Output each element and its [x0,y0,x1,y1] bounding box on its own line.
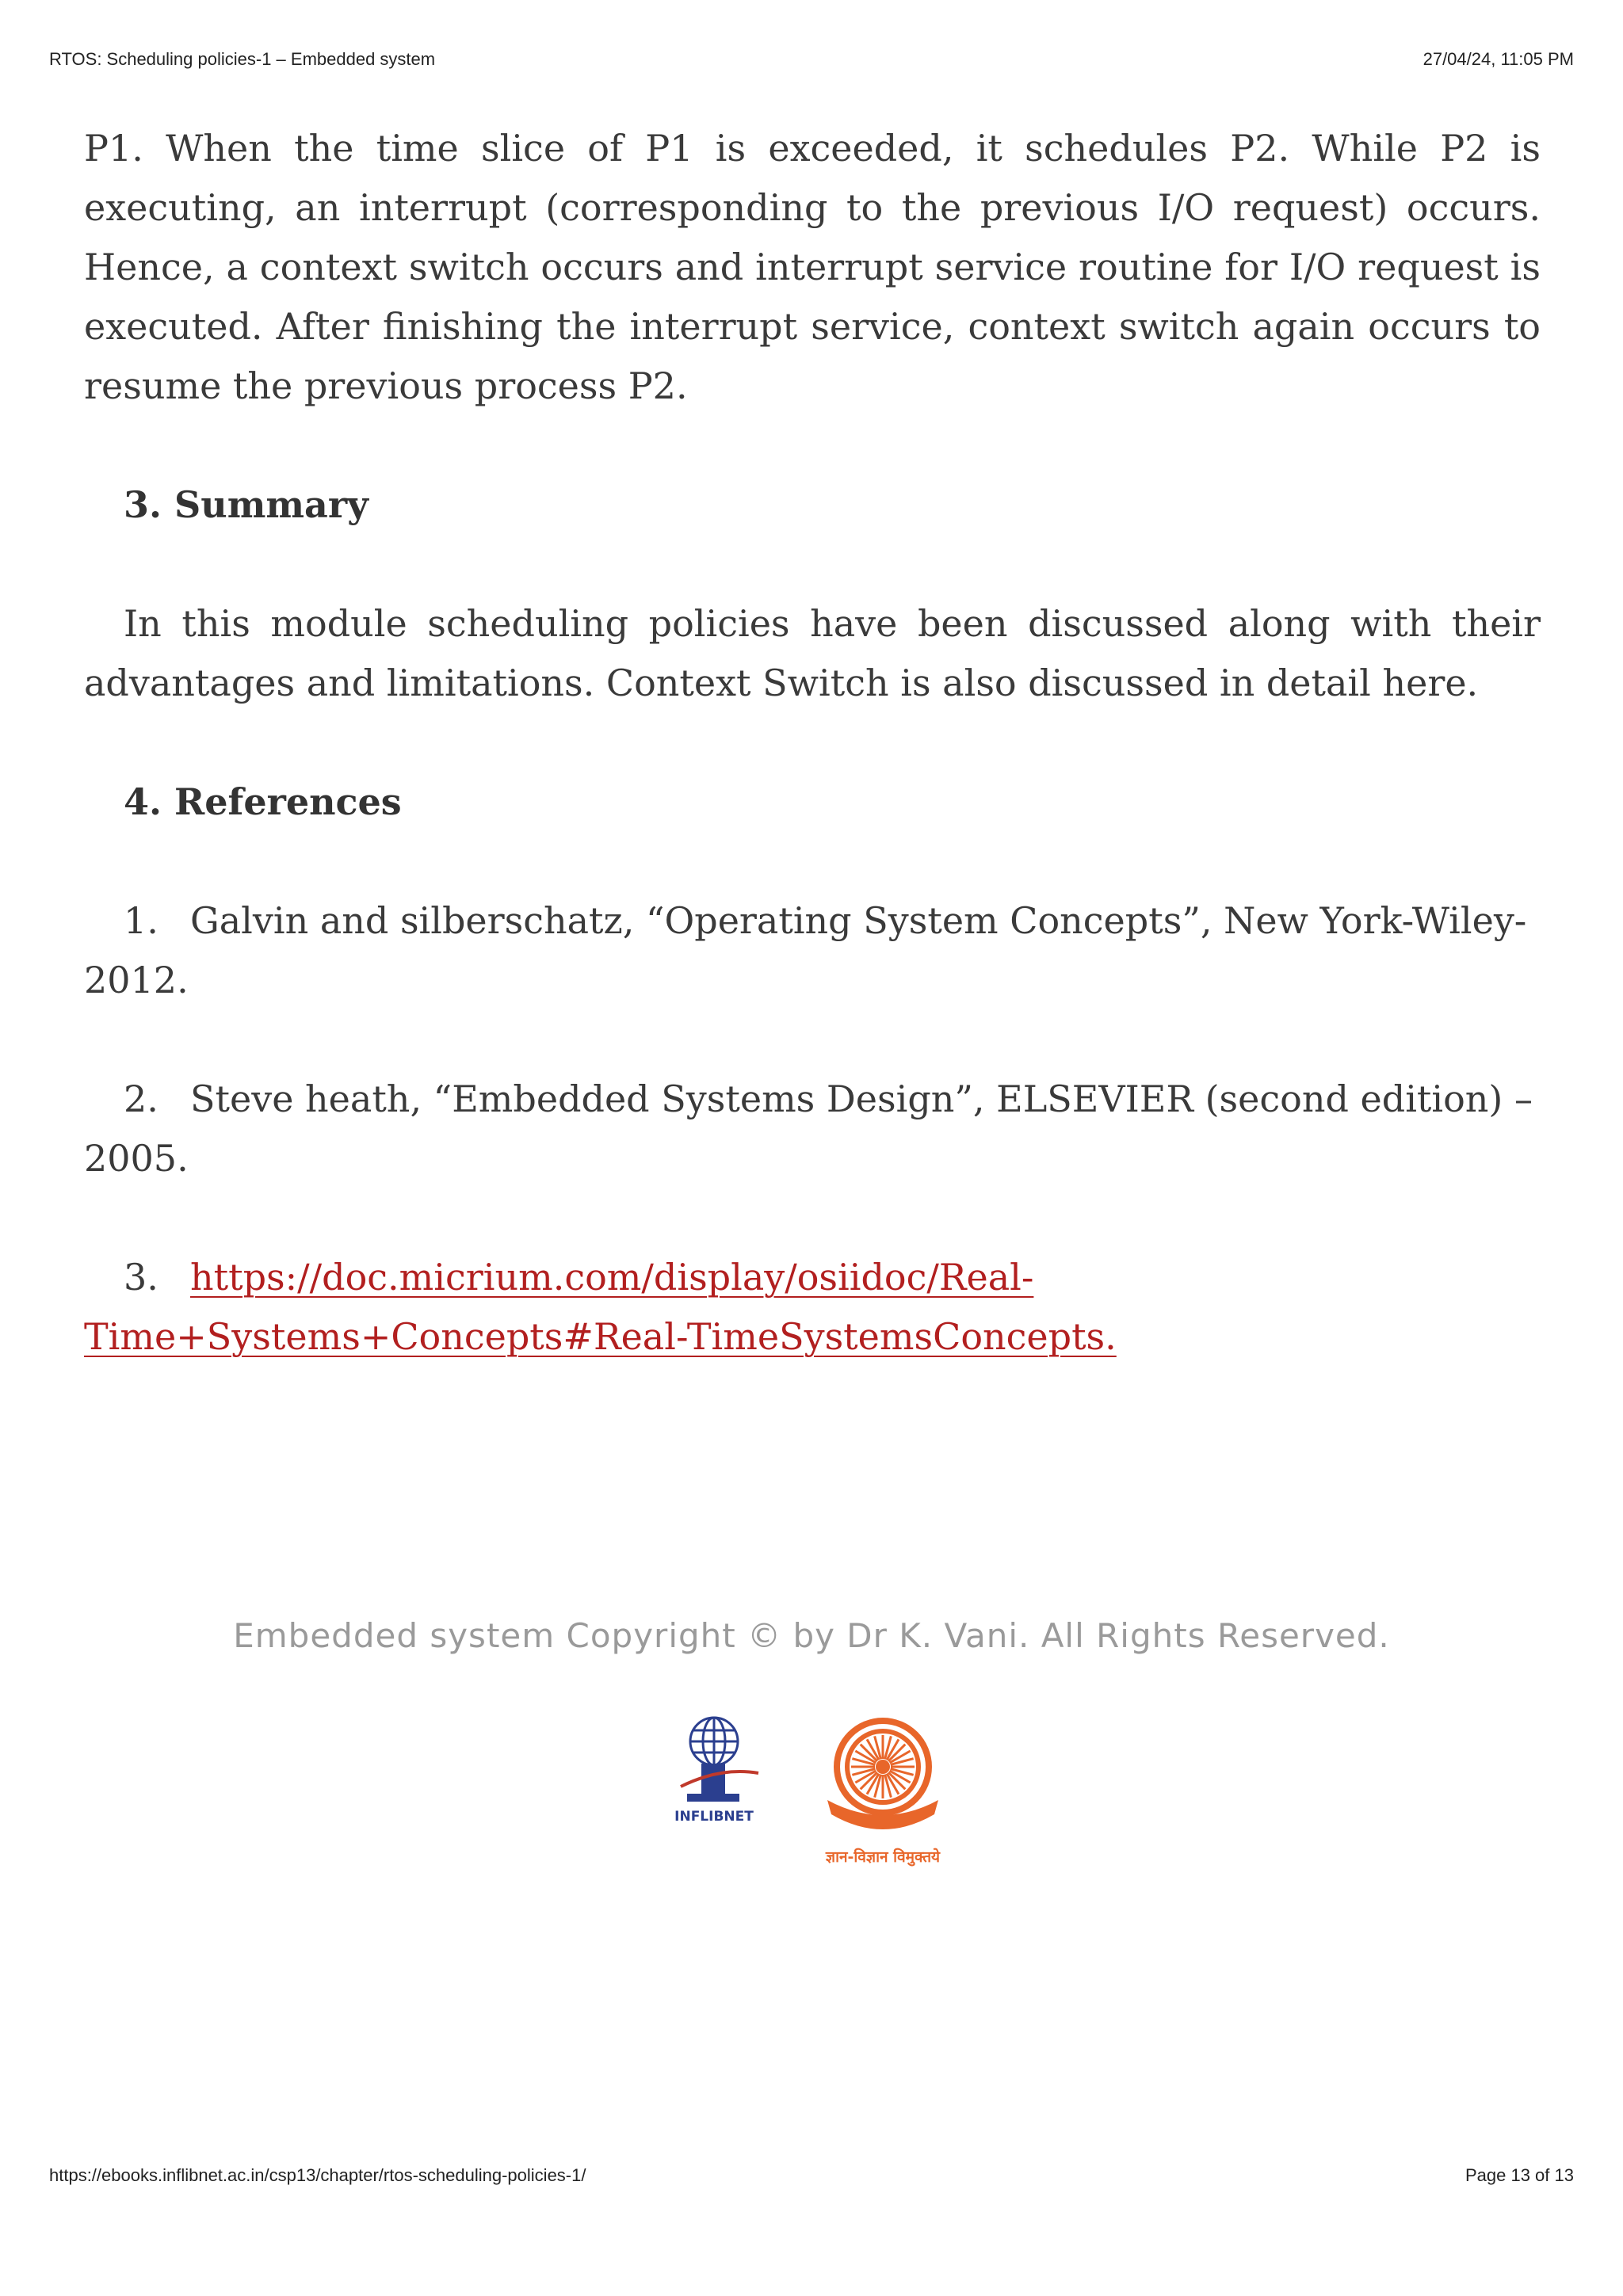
ugc-logo [808,1711,958,1870]
logos [0,1711,1623,1870]
references-heading: 4. References [124,780,402,823]
summary-paragraph: In this module scheduling policies have been discussed along with their advantages and limitations. Context Switch is also discussed in detail here. [84,602,1541,704]
print-footer [49,2165,1574,2186]
summary-heading: 3. Summary [124,483,369,526]
chapter-content [84,119,1541,1367]
intro-paragraph: P1. When the time slice of P1 is exceeded, it schedules P2. While P2 is executing, an interrupt (corresponding to the previous I/O request) occurs. Hence, a context switch occurs and interrupt service routine for I/O request is executed. After finishing the interrupt service, context switch again occurs to resume the previous process P2. [84,127,1541,407]
reference-link[interactable]: https://doc.micrium.com/display/osiidoc/Real-Time+Systems+Concepts#Real-TimeSystemsConcepts. [84,1256,1117,1358]
inflibnet-logo-text: INFLIBNET [674,1809,754,1825]
page-number: Page 13 of 13 [1465,2165,1574,2185]
page-url: https://ebooks.inflibnet.ac.in/csp13/chapter/rtos-scheduling-policies-1/ [49,2165,586,2185]
reference-item [84,1248,1541,1367]
reference-number: 1. [124,899,158,942]
reference-number: 3. [124,1256,158,1299]
reference-item [84,1070,1541,1188]
inflibnet-logo [665,1711,776,1830]
print-datetime: 27/04/24, 11:05 PM [1423,49,1574,69]
reference-text: Steve heath, “Embedded Systems Design”, ELSEVIER (second edition) –2005. [84,1077,1533,1180]
document-title: RTOS: Scheduling policies-1 – Embedded system [49,49,436,69]
reference-number: 2. [124,1077,158,1120]
reference-item [84,891,1541,1010]
ugc-motto: ज्ञान-विज्ञान विमुक्तये [825,1848,941,1866]
reference-text: Galvin and silberschatz, “Operating System Concepts”, New York-Wiley-2012. [84,899,1527,1001]
print-header [49,49,1574,70]
copyright-notice: Embedded system Copyright © by Dr K. Vani. All Rights Reserved. [233,1616,1390,1655]
